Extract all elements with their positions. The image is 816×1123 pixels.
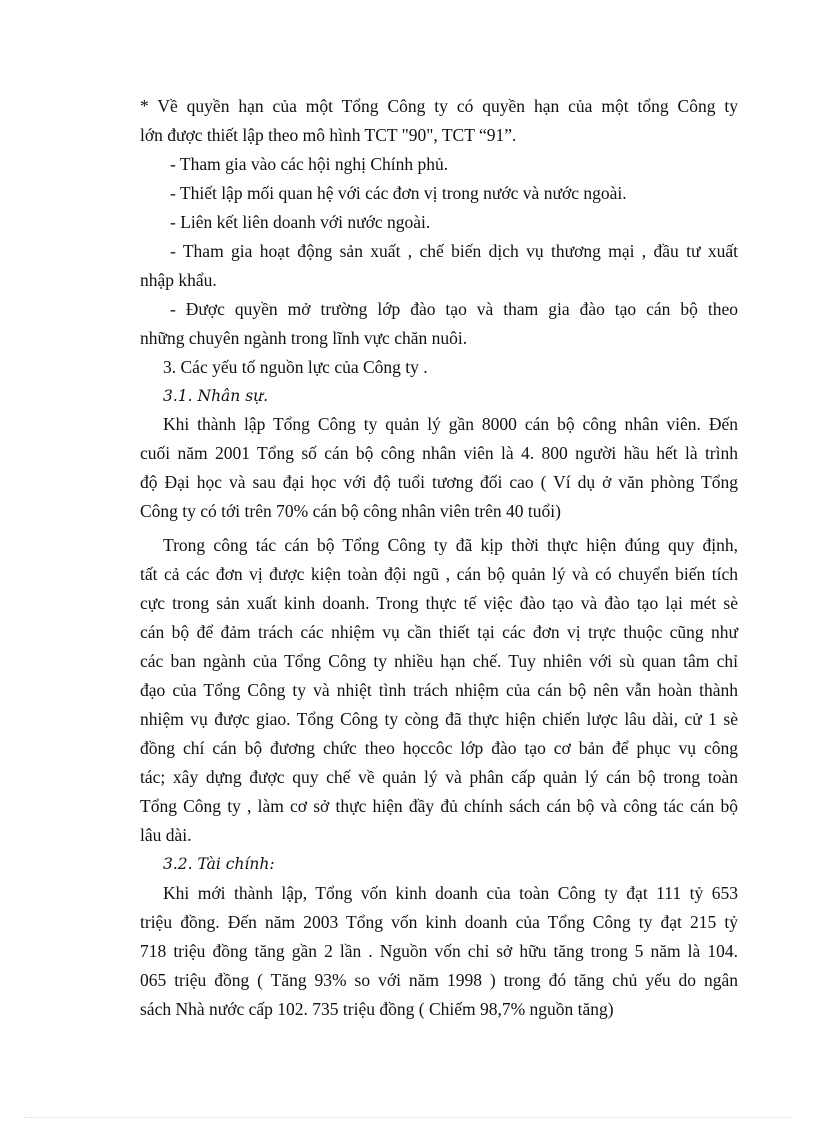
paragraph-line: Trong công tác cán bộ Tổng Công ty đã kịp thời thực hiện đúng quy định, xyxy=(163,535,738,555)
section-heading: 3. Các yếu tố nguồn lực của Công ty . xyxy=(163,357,428,377)
paragraph-line: đạo của Tổng Công ty và nhiệt tình trách nhiệm của cán bộ nên vẫn hoàn thành xyxy=(140,680,738,700)
paragraph-line: Tổng Công ty , làm cơ sở thực hiện đầy đủ chính sách cán bộ và công tác cán bộ xyxy=(140,796,738,816)
paragraph-line: 065 triệu đồng ( Tăng 93% so với năm 1998 ) trong đó tăng chủ yếu do ngân xyxy=(140,970,738,990)
paragraph-line: Khi mới thành lập, Tổng vốn kinh doanh của toàn Công ty đạt 111 tỷ 653 xyxy=(163,883,738,903)
list-item: - Tham gia vào các hội nghị Chính phủ. xyxy=(170,154,449,174)
paragraph-line: các ban ngành của Tổng Công ty nhiều hạn chế. Tuy nhiên với sù quan tâm chỉ xyxy=(140,651,738,671)
page-bottom-divider xyxy=(24,1117,792,1118)
text-line: lớn được thiết lập theo mô hình TCT "90", TCT “91”. xyxy=(140,125,517,145)
list-item: - Được quyền mở trường lớp đào tạo và tham gia đào tạo cán bộ theo xyxy=(170,299,738,319)
paragraph-line: sách Nhà nước cấp 102. 735 triệu đồng ( Chiếm 98,7% nguồn tăng) xyxy=(140,999,614,1019)
subsection-heading: 3.2. Tài chính: xyxy=(163,855,275,873)
paragraph-line: nhiệm vụ được giao. Tổng Công ty còng đã thực hiện chiến lược lâu dài, cử 1 sè xyxy=(140,709,738,729)
paragraph-line: tất cả các đơn vị được kiện toàn đội ngũ , cán bộ quản lý và có chuyển biến tích xyxy=(140,564,738,584)
paragraph-line: cuối năm 2001 Tổng số cán bộ công nhân viên là 4. 800 người hầu hết là trình xyxy=(140,443,738,463)
list-item: - Liên kết liên doanh với nước ngoài. xyxy=(170,212,431,232)
paragraph-line: độ Đại học và sau đại học với độ tuổi tương đối cao ( Ví dụ ở văn phòng Tổng xyxy=(140,472,738,492)
text-line: nhập khẩu. xyxy=(140,270,217,290)
text-line: * Về quyền hạn của một Tổng Công ty có quyền hạn của một tổng Công ty xyxy=(140,96,738,116)
text-line: những chuyên ngành trong lĩnh vực chăn nuôi. xyxy=(140,328,468,348)
paragraph-line: Khi thành lập Tổng Công ty quản lý gần 8000 cán bộ công nhân viên. Đến xyxy=(163,414,738,434)
paragraph-line: Công ty có tới trên 70% cán bộ công nhân viên trên 40 tuổi) xyxy=(140,501,561,521)
paragraph-line: đồng chí cán bộ đương chức theo họccôc lớp đào tạo cơ bản để phục vụ công xyxy=(140,738,738,758)
paragraph-line: triệu đồng. Đến năm 2003 Tổng vốn kinh doanh của Tổng Công ty đạt 215 tỷ xyxy=(140,912,738,932)
list-item: - Thiết lập mối quan hệ với các đơn vị trong nước và nước ngoài. xyxy=(170,183,627,203)
paragraph-line: lâu dài. xyxy=(140,825,192,845)
paragraph-line: tác; xây dựng được quy chế về quản lý và phân cấp quản lý cán bộ trong toàn xyxy=(140,767,738,787)
subsection-heading: 3.1. Nhân sự. xyxy=(163,387,269,405)
paragraph-line: cực trong sản xuất kinh doanh. Trong thực tế việc đào tạo và đào tạo lại mét sè xyxy=(140,593,738,613)
paragraph-line: cán bộ để đảm trách các nhiệm vụ cần thiết tại các đơn vị trực thuộc cũng như xyxy=(140,622,738,642)
list-item: - Tham gia hoạt động sản xuất , chế biến dịch vụ thương mại , đầu tư xuất xyxy=(170,241,738,261)
paragraph-line: 718 triệu đồng tăng gần 2 lần . Nguồn vốn chỉ sở hữu tăng trong 5 năm là 104. xyxy=(140,941,738,961)
